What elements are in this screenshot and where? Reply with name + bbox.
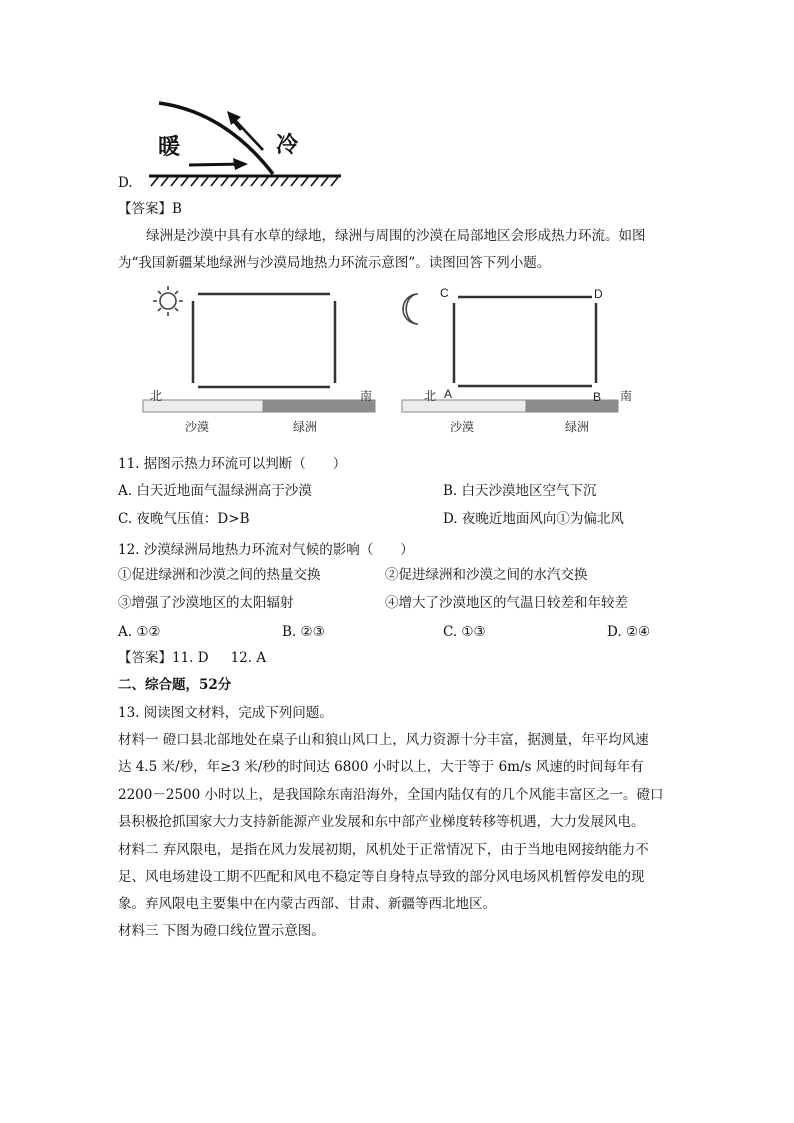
- q13-m1-line-1: 材料一 磴口县北部地处在桌子山和狼山风口上，风力资源十分丰富，据测量，年平均风速: [118, 732, 649, 748]
- surface-arrow-head: [233, 158, 248, 170]
- night-desert-label: 沙漠: [450, 420, 475, 434]
- q12-option-c: C. ①③: [443, 624, 486, 640]
- q13-m1-line-2: 达 4.5 米/秒，年≥3 米/秒的时间达 6800 小时以上，大于等于 6m/s 风速的时间每年有: [118, 759, 644, 775]
- point-d-label: D: [594, 287, 603, 301]
- intro-line-2: 为“我国新疆某地绿洲与沙漠局地热力环流示意图”。读图回答下列小题。: [118, 255, 551, 271]
- night-oasis-strip: [526, 400, 618, 412]
- q12-option-d: D. ②④: [607, 624, 651, 640]
- cold-label: 冷: [276, 133, 299, 158]
- q12-stem: 12. 沙漠绿洲局地热力环流对气候的影响（ ）: [118, 542, 414, 558]
- day-circulation-box: [193, 294, 335, 387]
- point-b-label: B: [593, 390, 602, 404]
- q13-m2-line-2: 足、风电场建设工期不匹配和风电不稳定等自身特点导致的部分风电场风机暂停发电的现: [118, 869, 645, 885]
- q11-stem: 11. 据图示热力环流可以判断（ ）: [118, 456, 347, 472]
- q13-m2-line-1: 材料二 弃风限电，是指在风力发展初期，风机处于正常情况下，由于当地电网接纳能力不: [118, 842, 649, 858]
- option-d-label: D.: [118, 175, 133, 191]
- moon-icon: [403, 294, 418, 324]
- answer-2: [118, 649, 266, 667]
- night-circulation-box: [454, 297, 596, 386]
- answer-1: 【答案】B: [118, 201, 182, 217]
- q11-option-b: B. 白天沙漠地区空气下沉: [443, 483, 597, 499]
- q12-option-a: A. ①②: [118, 624, 161, 640]
- day-desert-label: 沙漠: [185, 420, 210, 434]
- warm-label: 暖: [158, 135, 181, 160]
- night-oasis-label: 绿洲: [565, 420, 590, 434]
- circulation-diagram: [140, 283, 633, 438]
- point-c-label: C: [440, 286, 449, 300]
- q11-option-d: D. 夜晚近地面风向①为偏北风: [443, 511, 624, 527]
- answer-2-q11: 11. D: [172, 650, 209, 666]
- night-north-label: 北: [424, 389, 437, 403]
- night-desert-strip: [402, 400, 526, 412]
- section-heading: 二、综合题，52分: [118, 677, 232, 693]
- q13-m3: 材料三 下图为磴口线位置示意图。: [118, 923, 325, 939]
- q11-option-a: A. 白天近地面气温绿洲高于沙漠: [118, 483, 312, 499]
- q13-m2-line-3: 象。弃风限电主要集中在内蒙古西部、甘肃、新疆等西北地区。: [118, 896, 496, 912]
- day-oasis-strip: [263, 400, 375, 412]
- q12-statement-1: ①促进绿洲和沙漠之间的热量交换: [118, 567, 321, 583]
- q13-m1-line-4: 县积极抢抓国家大力支持新能源产业发展和东中部产业梯度转移等机遇，大力发展风电。: [118, 814, 645, 830]
- sun-icon: [153, 286, 183, 316]
- q12-statement-2: ②促进绿洲和沙漠之间的水汽交换: [385, 567, 588, 583]
- day-oasis-label: 绿洲: [293, 420, 318, 434]
- answer-2-label: 【答案】: [118, 650, 172, 666]
- q12-statement-4: ④增大了沙漠地区的气温日较差和年较差: [385, 595, 628, 611]
- circulation-diagram-svg: [140, 283, 633, 438]
- q12-option-b: B. ②③: [282, 624, 325, 640]
- q12-statement-3: ③增强了沙漠地区的太阳辐射: [118, 595, 294, 611]
- intro-line-1: 绿洲是沙漠中具有水草的绿地，绿洲与周围的沙漠在局部地区会形成热力环流。如图: [146, 228, 646, 244]
- q13-stem: 13. 阅读图文材料，完成下列问题。: [118, 705, 333, 721]
- point-a-label: A: [444, 387, 453, 401]
- day-south-label: 南: [360, 389, 373, 403]
- night-south-label: 南: [620, 389, 633, 403]
- q13-m1-line-3: 2200－2500 小时以上，是我国除东南沿海外，全国内陆仅有的几个风能丰富区之一。磴口: [118, 787, 664, 803]
- answer-2-q12: 12. A: [230, 650, 267, 666]
- q11-option-c: C. 夜晚气压值：D>B: [118, 511, 250, 527]
- day-north-label: 北: [150, 389, 163, 403]
